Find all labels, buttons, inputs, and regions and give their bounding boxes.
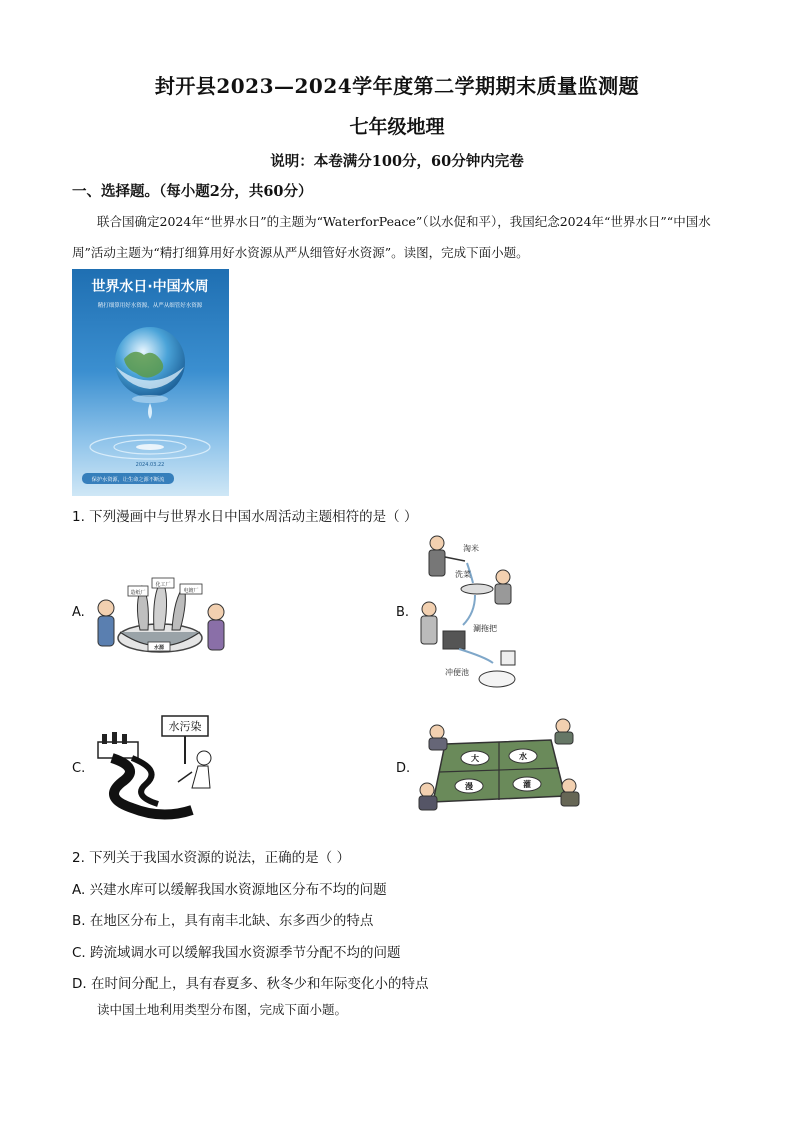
cartoon-a-label-3: 电镀厂 — [183, 588, 199, 594]
cartoon-d-label-2: 水 — [519, 752, 527, 761]
subject-title: 七年级地理 — [349, 116, 445, 138]
poster-title: 世界水日·中国水周 — [91, 279, 209, 295]
cartoon-a-label-1: 造纸厂 — [130, 590, 146, 596]
cartoon-b-water-reuse — [415, 533, 525, 697]
section-heading: 一、选择题。（每小题2分，共60分） — [72, 183, 313, 200]
cartoon-d-flood-irrigation — [415, 716, 581, 820]
cartoon-b-label-1: 淘米 — [463, 544, 479, 553]
q1-option-b-label[interactable]: B. — [396, 605, 410, 620]
cartoon-c-sign: 水污染 — [168, 720, 202, 733]
intro-paragraph: 联合国确定2024年“世界水日”的主题为“WaterforPeace”（以水促和平），我国纪念2024年“世界水日”“中国水周”活动主题为“精打细算用好水资源从严从细管好水资源”。读图，完成下面小题。 — [72, 214, 711, 260]
poster-subtitle: 精打细算用好水资源，从严从细管好水资源 — [97, 303, 203, 309]
q2-option-d[interactable]: D. 在时间分配上，具有春夏多、秋冬少和年际变化小的特点 — [72, 976, 429, 992]
cartoon-b-label-2: 洗菜 — [455, 570, 471, 579]
question-1-stem: 1. 下列漫画中与世界水日中国水周活动主题相符的是（ ） — [72, 509, 418, 525]
cartoon-d-label-1: 大 — [471, 754, 479, 763]
question-2-stem: 2. 下列关于我国水资源的说法，正确的是（ ） — [72, 850, 350, 866]
q2-option-a[interactable]: A. 兴建水库可以缓解我国水资源地区分布不均的问题 — [72, 882, 387, 898]
cartoon-b-label-4: 冲便池 — [445, 668, 469, 677]
poster-slogan: 保护水资源，让生命之源不断流 — [91, 477, 165, 483]
q2-option-b[interactable]: B. 在地区分布上，具有南丰北缺、东多西少的特点 — [72, 913, 374, 929]
q1-option-c-label[interactable]: C. — [72, 761, 86, 776]
exam-title: 封开县2023—2024学年度第二学期期末质量监测题 — [154, 74, 640, 98]
cartoon-d-label-3: 漫 — [465, 782, 473, 791]
q1-option-a-label[interactable]: A. — [72, 605, 85, 620]
q1-option-d-label[interactable]: D. — [396, 761, 411, 776]
q2-option-c[interactable]: C. 跨流域调水可以缓解我国水资源季节分配不均的问题 — [72, 945, 401, 961]
exam-note: 说明：本卷满分100分，60分钟内完卷 — [270, 153, 524, 170]
cartoon-a-label-4: 水源 — [153, 645, 165, 651]
water-day-poster — [72, 269, 229, 496]
closing-instruction: 读中国土地利用类型分布图，完成下面小题。 — [97, 1002, 348, 1017]
poster-date: 2024.03.22 — [135, 462, 165, 468]
cartoon-a-pollution — [92, 572, 232, 666]
cartoon-b-label-3: 涮拖把 — [473, 624, 497, 633]
cartoon-c-water-pollution — [92, 712, 222, 828]
cartoon-d-label-4: 灌 — [523, 780, 531, 789]
cartoon-a-label-2: 化工厂 — [155, 582, 171, 588]
